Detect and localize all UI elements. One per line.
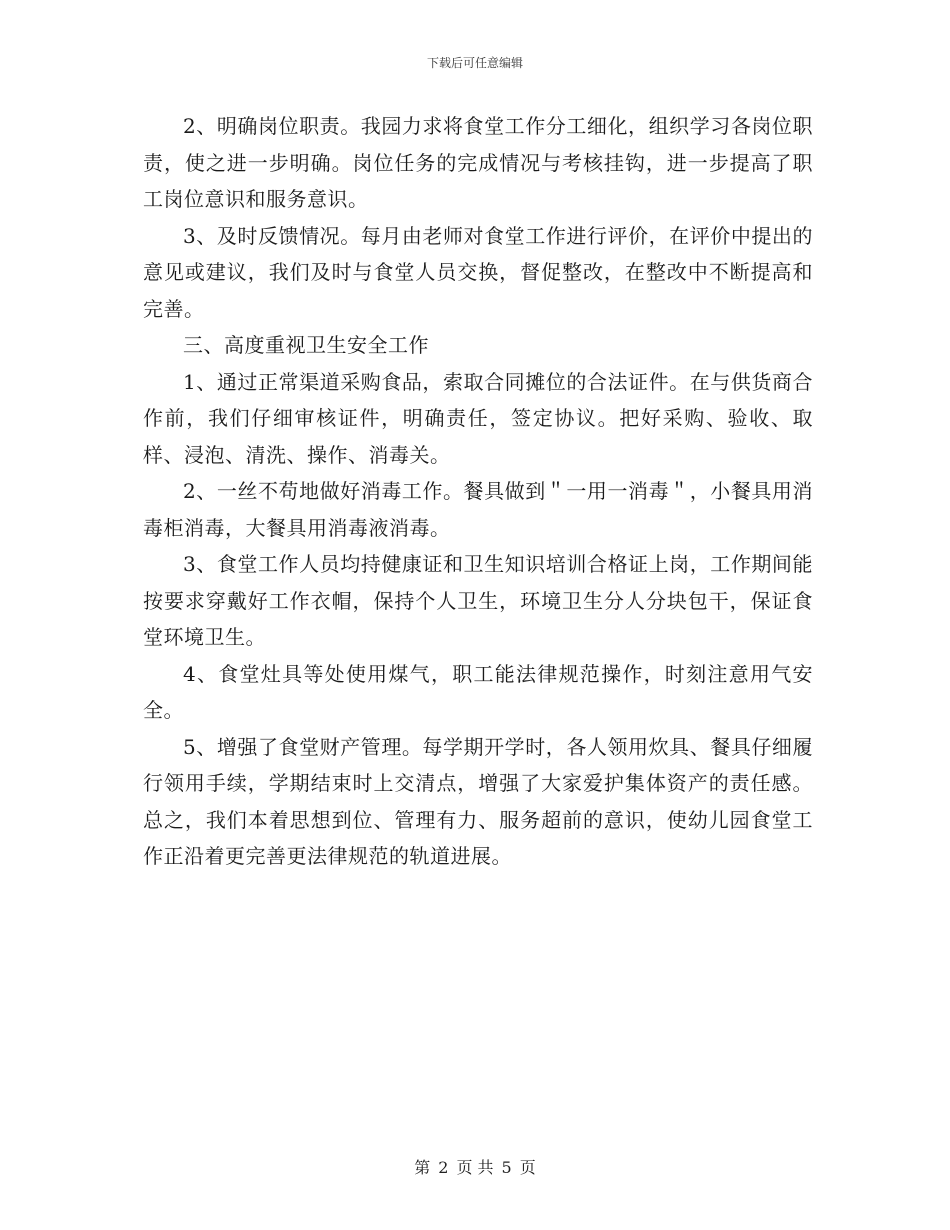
- paragraph-gas-safety: 4、食堂灶具等处使用煤气，职工能法律规范操作，时刻注意用气安全。: [143, 661, 813, 722]
- paragraph-staff-health: 3、食堂工作人员均持健康证和卫生知识培训合格证上岗，工作期间能按要求穿戴好工作衣帽，保持个人卫生，环境卫生分人分块包干，保证食堂环境卫生。: [143, 552, 813, 649]
- section-heading-hygiene-safety: 三、高度重视卫生安全工作: [183, 333, 429, 357]
- paragraph-property-management: 5、增强了食堂财产管理。每学期开学时，各人领用炊具、餐具仔细履行领用手续，学期结束时上交清点，增强了大家爱护集体资产的责任感。总之，我们本着思想到位、管理有力、服务超前的意识，使幼儿园食堂工作正沿着更完善更法律规范的轨道进展。: [143, 734, 813, 868]
- paragraph-job-duties: 2、明确岗位职责。我园力求将食堂工作分工细化，组织学习各岗位职责，使之进一步明确。岗位任务的完成情况与考核挂钩，进一步提高了职工岗位意识和服务意识。: [143, 114, 813, 211]
- footer-middle: 页 共: [456, 1158, 494, 1177]
- footer-suffix: 页: [519, 1158, 536, 1177]
- paragraph-procurement: 1、通过正常渠道采购食品，索取合同摊位的合法证件。在与供货商合作前，我们仔细审核证件，明确责任，签定协议。把好采购、验收、取样、浸泡、清洗、操作、消毒关。: [143, 369, 813, 467]
- paragraph-disinfection: 2、一丝不苟地做好消毒工作。餐具做到＂一用一消毒＂，小餐具用消毒柜消毒，大餐具用消毒液消毒。: [143, 479, 813, 540]
- footer-prefix: 第: [414, 1158, 431, 1177]
- footer-current-page: 2: [438, 1158, 449, 1177]
- page-header: 下载后可任意编辑: [426, 56, 523, 70]
- document-body: [143, 108, 813, 875]
- footer-total-pages: 5: [501, 1158, 512, 1177]
- paragraph-feedback: 3、及时反馈情况。每月由老师对食堂工作进行评价，在评价中提出的意见或建议，我们及时与食堂人员交换，督促整改，在整改中不断提高和完善。: [143, 223, 813, 321]
- page-footer: [0, 1155, 950, 1178]
